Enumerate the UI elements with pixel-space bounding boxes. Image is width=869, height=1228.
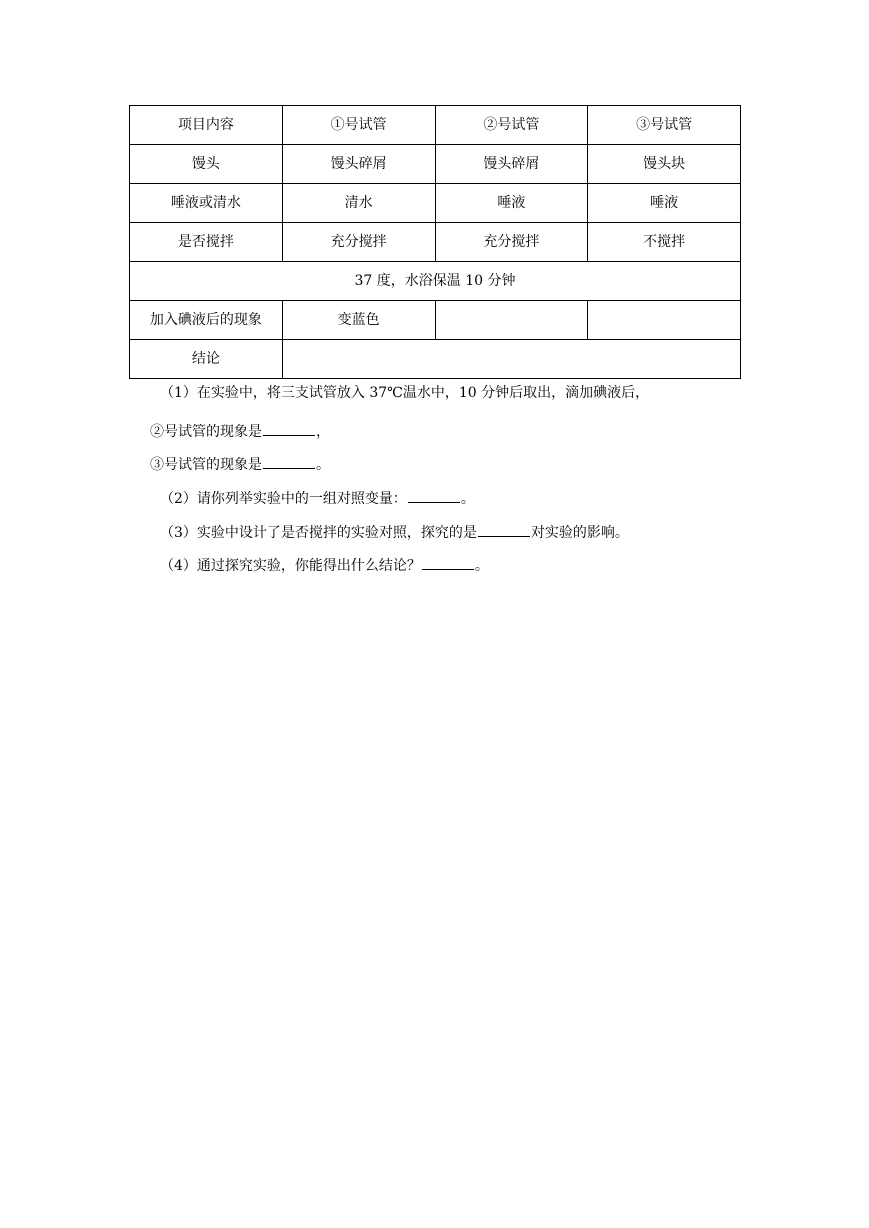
question-4 xyxy=(160,557,489,573)
question-3 xyxy=(160,524,629,540)
table-span-row xyxy=(130,262,741,301)
table-cell: 不搅拌 xyxy=(588,223,741,262)
table-row xyxy=(130,145,741,184)
question-punct: 。 xyxy=(474,558,489,574)
table-cell: ①号试管 xyxy=(282,106,435,145)
question-text: 对实验的影响。 xyxy=(530,525,629,541)
answer-blank[interactable] xyxy=(422,557,474,570)
table-row xyxy=(130,223,741,262)
question-text: （1）在实验中，将三支试管放入 37℃温水中，10 分钟后取出，滴加碘液后， xyxy=(160,385,650,401)
table-row-phenomenon xyxy=(130,301,741,340)
table-cell-empty[interactable] xyxy=(435,301,588,340)
question-punct: ， xyxy=(316,424,330,440)
table-cell: 充分搅拌 xyxy=(282,223,435,262)
question-punct: 。 xyxy=(460,491,475,507)
table-cell: 唾液或清水 xyxy=(130,184,283,223)
table-cell: 清水 xyxy=(282,184,435,223)
table-cell: 馒头碎屑 xyxy=(435,145,588,184)
answer-blank[interactable] xyxy=(263,423,315,436)
question-1-part-b xyxy=(150,456,330,472)
table-row-conclusion xyxy=(130,340,741,379)
table-header-row xyxy=(130,106,741,145)
table-cell: 唾液 xyxy=(588,184,741,223)
question-text: ②号试管的现象是 xyxy=(150,424,262,440)
table-cell: ③号试管 xyxy=(588,106,741,145)
experiment-table xyxy=(129,105,741,379)
table-row xyxy=(130,184,741,223)
table-cell: 唾液 xyxy=(435,184,588,223)
conclusion-cell[interactable] xyxy=(282,340,740,379)
question-1-intro xyxy=(160,386,649,400)
table-cell: ②号试管 xyxy=(435,106,588,145)
answer-blank[interactable] xyxy=(263,456,315,469)
question-text: （2）请你列举实验中的一组对照变量： xyxy=(160,491,407,507)
table-cell: 项目内容 xyxy=(130,106,283,145)
question-text: ③号试管的现象是 xyxy=(150,457,262,473)
table-cell: 结论 xyxy=(130,340,283,379)
table-cell: 加入碘液后的现象 xyxy=(130,301,283,340)
table-cell-empty[interactable] xyxy=(588,301,741,340)
table-cell: 变蓝色 xyxy=(282,301,435,340)
question-text: （3）实验中设计了是否搅拌的实验对照，探究的是 xyxy=(160,525,477,541)
question-2 xyxy=(160,490,475,506)
question-punct: 。 xyxy=(316,457,330,473)
answer-blank[interactable] xyxy=(408,490,460,503)
question-text: （4）通过探究实验，你能得出什么结论？ xyxy=(160,558,421,574)
table-cell: 充分搅拌 xyxy=(435,223,588,262)
question-1-part-a xyxy=(150,423,330,439)
table-cell: 是否搅拌 xyxy=(130,223,283,262)
table-cell: 馒头碎屑 xyxy=(282,145,435,184)
table-cell: 馒头块 xyxy=(588,145,741,184)
incubation-cell: 37 度，水浴保温 10 分钟 xyxy=(130,262,741,301)
table-cell: 馒头 xyxy=(130,145,283,184)
answer-blank[interactable] xyxy=(478,524,530,537)
